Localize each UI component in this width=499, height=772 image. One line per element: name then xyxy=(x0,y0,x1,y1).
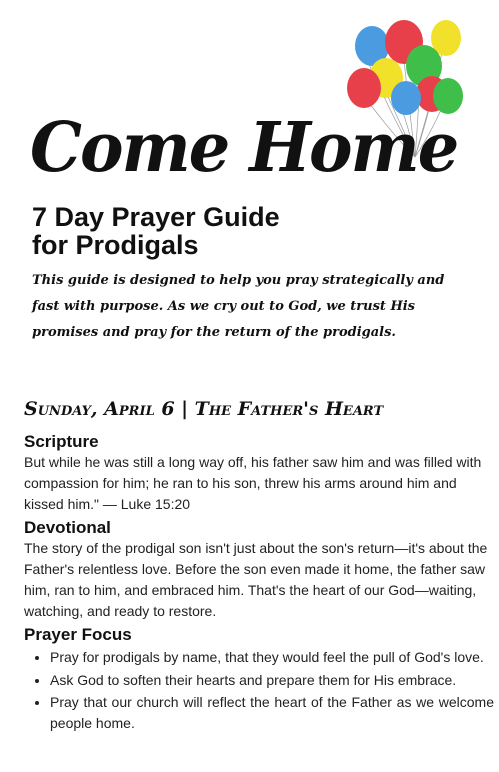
list-item: • Pray for prodigals by name, that they would feel the pull of God's love. xyxy=(50,647,494,668)
list-item: • Ask God to soften their hearts and prepare them for His embrace. xyxy=(50,670,494,691)
subtitle-line-2: for Prodigals xyxy=(32,230,199,260)
devotional-section xyxy=(24,518,494,622)
intro-text: This guide is designed to help you pray strategically and fast with purpose. As we cry out to God, we trust His promises and pray for the return of the prodigals. xyxy=(32,273,445,340)
devotional-text: The story of the prodigal son isn't just about the son's return—it's about the Father's relentless love. Before the son even made it home, the father saw him, ran to him, and embraced him. That's the heart of our God—waiting, watching, and ready to restore. xyxy=(24,540,488,619)
prayer-focus-list xyxy=(24,647,494,733)
list-item: • Pray that our church will reflect the heart of the Father as we welcome people home. xyxy=(50,692,494,733)
subtitle-line-1: 7 Day Prayer Guide xyxy=(32,202,280,232)
devotional-label: Devotional xyxy=(24,518,111,537)
scripture-label: Scripture xyxy=(24,432,99,451)
page-title: Come Home xyxy=(30,108,458,188)
prayer-focus-section xyxy=(24,625,494,735)
page-subtitle xyxy=(32,203,280,259)
scripture-section xyxy=(24,432,494,515)
prayer-focus-label: Prayer Focus xyxy=(24,625,132,644)
scripture-text: But while he was still a long way off, his father saw him and was filled with compassion for him; he ran to his son, threw his arms around him and kissed him." — Luke 15:20 xyxy=(24,454,482,512)
day-heading: Sunday, April 6 | The Father's Heart xyxy=(24,398,384,420)
